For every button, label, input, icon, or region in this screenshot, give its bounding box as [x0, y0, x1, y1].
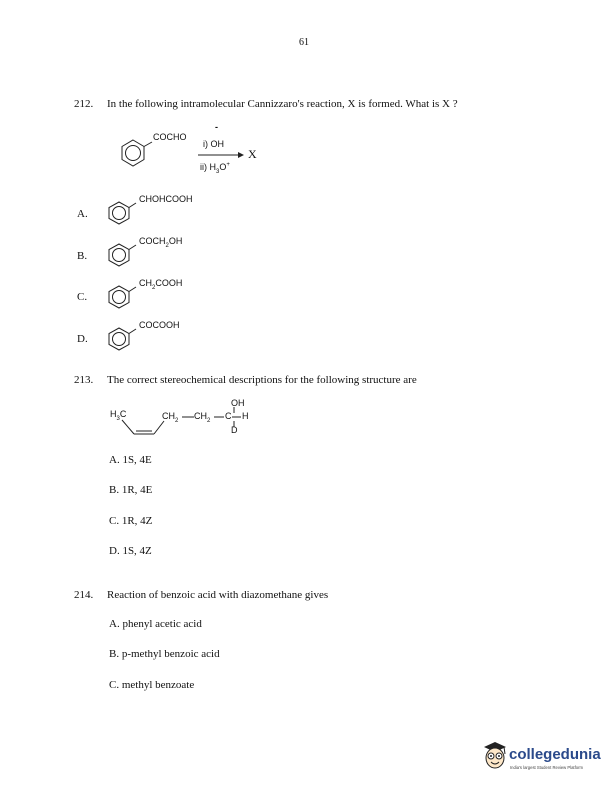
reagent-2-subscript: 3	[216, 168, 220, 175]
reagent-2-suffix: O	[219, 162, 227, 172]
reagent-minus-sign: -	[215, 122, 218, 132]
option-a-group: CHOHCOOH	[139, 194, 193, 204]
option-b-group-suffix: OH	[168, 236, 183, 246]
option-b-group	[139, 236, 182, 249]
q214-option-c: C. methyl benzoate	[109, 679, 195, 691]
reagent-2-superscript: +	[226, 162, 230, 168]
option-b-group-prefix: COCH	[139, 236, 166, 246]
q213-option-c: C. 1R, 4Z	[109, 515, 153, 527]
question-213-text: The correct stereochemical descriptions for the following structure are	[107, 374, 417, 386]
question-212-text: In the following intramolecular Cannizzaro's reaction, X is formed. What is X ?	[107, 98, 458, 110]
q213-option-b: B. 1R, 4E	[109, 484, 153, 496]
option-c-group-suffix: COOH	[155, 278, 183, 288]
bond-ch2-ch2	[182, 416, 194, 418]
ch2-b-prefix: CH	[194, 411, 207, 421]
option-c-group	[139, 278, 182, 291]
ch2-a-prefix: CH	[162, 411, 175, 421]
option-c-group-subscript: 2	[152, 284, 156, 291]
bond-ch2-c	[214, 416, 224, 418]
reaction-arrow	[198, 152, 244, 158]
logo-tagline: India's largest Student Review Platform	[510, 765, 583, 770]
option-b-group-subscript: 2	[165, 242, 169, 249]
logo-name: collegedunia	[509, 746, 601, 763]
reagent-2-label	[200, 162, 230, 175]
question-213-number: 213.	[74, 374, 94, 386]
option-b-label: B.	[77, 250, 88, 262]
ch2-a-group	[162, 411, 178, 424]
question-214-text: Reaction of benzoic acid with diazomethane gives	[107, 589, 329, 601]
d-atom: D	[231, 425, 238, 435]
option-a-label: A.	[77, 208, 88, 220]
page-number: 61	[299, 37, 309, 48]
stereocenter-c: C	[225, 411, 232, 421]
q214-option-a: A. phenyl acetic acid	[109, 618, 202, 630]
option-c-label: C.	[77, 291, 88, 303]
option-d-group: COCOOH	[139, 320, 180, 330]
reactant-group-label: COCHO	[153, 132, 187, 142]
benzene-ring-reactant	[118, 138, 148, 168]
product-x-label: X	[248, 147, 257, 161]
option-c-group-prefix: CH	[139, 278, 152, 288]
h3c-suffix: C	[119, 409, 127, 419]
ch2-b-subscript: 2	[207, 417, 211, 424]
reagent-1-label: i) OH	[203, 139, 224, 149]
h3c-subscript: 3	[116, 415, 120, 422]
benzene-ring-option-d	[106, 326, 132, 352]
oh-group: OH	[231, 398, 245, 408]
question-212-number: 212.	[74, 98, 94, 110]
reagent-2-prefix: ii) H	[200, 162, 216, 172]
collegedunia-mascot-icon	[482, 741, 508, 771]
ch2-b-group	[194, 411, 210, 424]
benzene-ring-option-c	[106, 284, 132, 310]
q213-option-d: D. 1S, 4Z	[109, 545, 152, 557]
question-214-number: 214.	[74, 589, 94, 601]
q213-option-a: A. 1S, 4E	[109, 454, 152, 466]
h3c-prefix: H	[110, 409, 117, 419]
benzene-ring-option-b	[106, 242, 132, 268]
benzene-ring-option-a	[106, 200, 132, 226]
h-atom: H	[242, 411, 249, 421]
q214-option-b: B. p-methyl benzoic acid	[109, 648, 220, 660]
option-d-label: D.	[77, 333, 88, 345]
bond-c-h	[232, 416, 241, 418]
ch2-a-subscript: 2	[175, 417, 179, 424]
bond-c-oh	[233, 407, 235, 413]
